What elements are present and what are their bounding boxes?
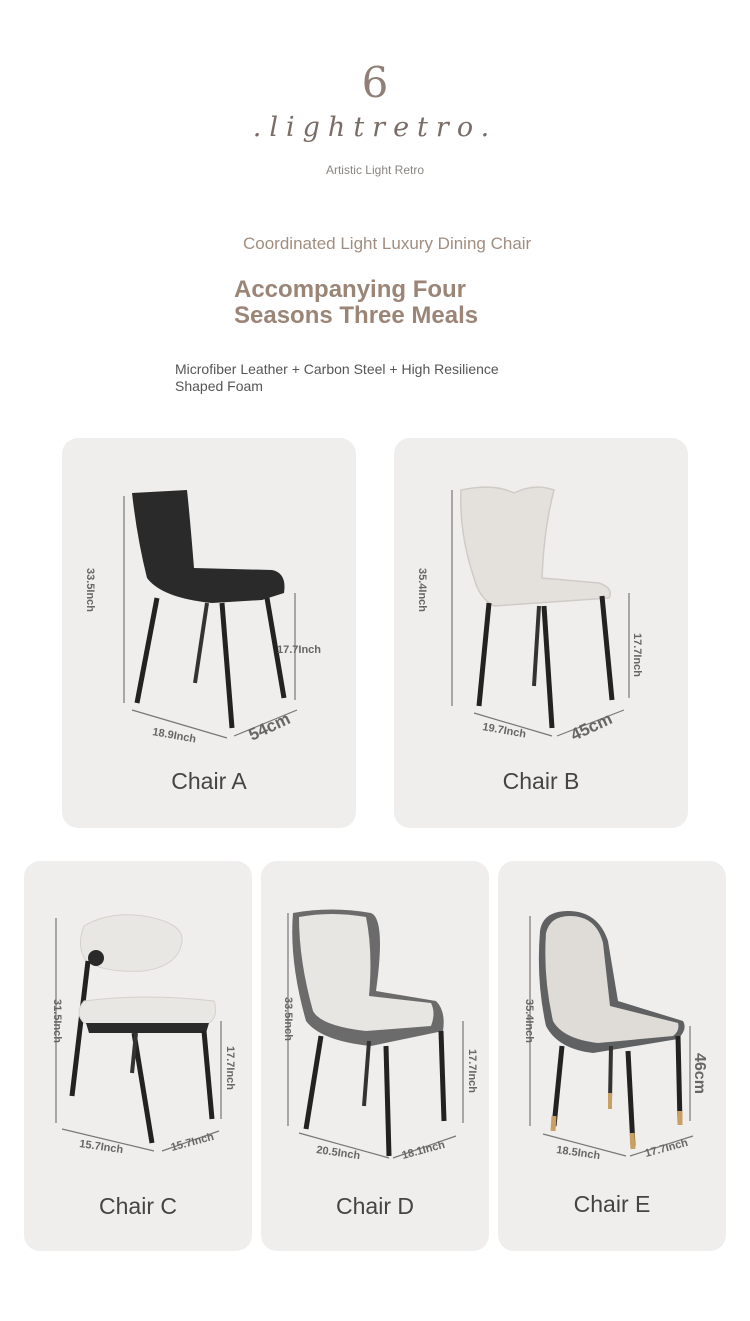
chair-d-width: 20.5Inch	[315, 1144, 361, 1163]
chair-e-height: 35.4Inch	[523, 999, 535, 1044]
headline-line-2: Seasons Three Meals	[234, 302, 479, 329]
chair-c-label: Chair C	[99, 1193, 177, 1219]
chair-a-body	[132, 490, 285, 603]
chair-d-cushion	[299, 914, 434, 1031]
chair-card-b[interactable]	[394, 438, 688, 828]
chair-b-leg	[479, 603, 489, 706]
chair-b-icon	[461, 487, 612, 728]
chair-b-leg	[534, 606, 539, 686]
chair-a-label: Chair A	[171, 768, 247, 794]
chair-c-leg	[134, 1033, 152, 1143]
chair-d-leg	[386, 1046, 389, 1156]
chair-c-leg	[72, 961, 88, 1096]
chair-a-depth: 54cm	[245, 709, 294, 745]
chair-a-height: 33.5Inch	[84, 568, 96, 613]
chair-c-joint	[88, 950, 104, 966]
chair-b-width: 19.7Inch	[481, 721, 527, 741]
materials-line-2: Shaped Foam	[175, 378, 263, 394]
chair-b-label: Chair B	[502, 768, 580, 794]
chair-e-icon	[539, 911, 685, 1149]
chair-a-width: 18.9Inch	[151, 726, 197, 746]
chair-d-seat-height: 17.7Inch	[466, 1049, 478, 1094]
chair-card-d[interactable]	[261, 861, 489, 1251]
chair-e-leg	[628, 1051, 633, 1146]
chair-a-leg	[137, 598, 157, 703]
chair-e-width: 18.5Inch	[555, 1144, 601, 1163]
brand-wordmark: .lightretro.	[252, 112, 498, 143]
chair-d-leg	[364, 1041, 369, 1106]
chair-e-label: Chair E	[573, 1191, 651, 1217]
chair-a-leg	[195, 603, 207, 683]
chair-d-leg	[441, 1031, 444, 1121]
chair-e-leg-cap	[632, 1133, 633, 1149]
chair-e-leg	[554, 1046, 562, 1126]
hero-subtitle: Coordinated Light Luxury Dining Chair	[243, 234, 532, 253]
chair-a-seat-height: 17.7Inch	[277, 644, 322, 656]
chair-c-icon	[72, 915, 216, 1143]
brand-number: 6	[361, 58, 389, 107]
chair-c-depth: 15.7Inch	[169, 1130, 216, 1154]
materials-line-1: Microfiber Leather + Carbon Steel + High Resilience	[175, 361, 499, 377]
chair-c-seat-height: 17.7Inch	[224, 1046, 236, 1091]
chair-a-icon	[132, 490, 285, 728]
chair-card-c[interactable]	[24, 861, 252, 1251]
chair-b-depth: 45cm	[567, 709, 616, 745]
chair-d-label: Chair D	[336, 1193, 414, 1219]
chair-a-leg	[222, 603, 232, 728]
chair-card-e[interactable]	[498, 861, 726, 1251]
chair-d-height: 33.5Inch	[282, 997, 294, 1042]
materials-text	[175, 361, 555, 395]
chair-e-leg	[610, 1046, 611, 1101]
chair-d-icon	[292, 910, 444, 1157]
brand-subtitle: Artistic Light Retro	[325, 163, 425, 177]
chair-card-a[interactable]	[62, 438, 356, 828]
chair-c-width: 15.7Inch	[78, 1138, 124, 1157]
chair-e-leg-cap	[553, 1116, 554, 1131]
chair-b-leg	[602, 596, 612, 700]
chair-b-seat-height: 17.7Inch	[631, 633, 643, 678]
chair-c-leg	[204, 1031, 212, 1119]
chair-d-depth: 18.1Inch	[400, 1138, 447, 1162]
chair-e-depth: 17.7Inch	[643, 1136, 690, 1160]
chair-b-leg	[544, 606, 552, 728]
chair-e-seat-height: 46cm	[691, 1053, 708, 1094]
chair-b-body	[461, 487, 610, 606]
hero-headline	[234, 277, 554, 329]
chair-d-leg	[306, 1036, 321, 1129]
headline-line-1: Accompanying Four	[234, 276, 467, 303]
chair-c-frame	[86, 1023, 209, 1033]
chair-c-height: 31.5Inch	[51, 999, 63, 1044]
chair-b-height: 35.4Inch	[416, 568, 428, 613]
chair-e-leg	[678, 1036, 680, 1123]
